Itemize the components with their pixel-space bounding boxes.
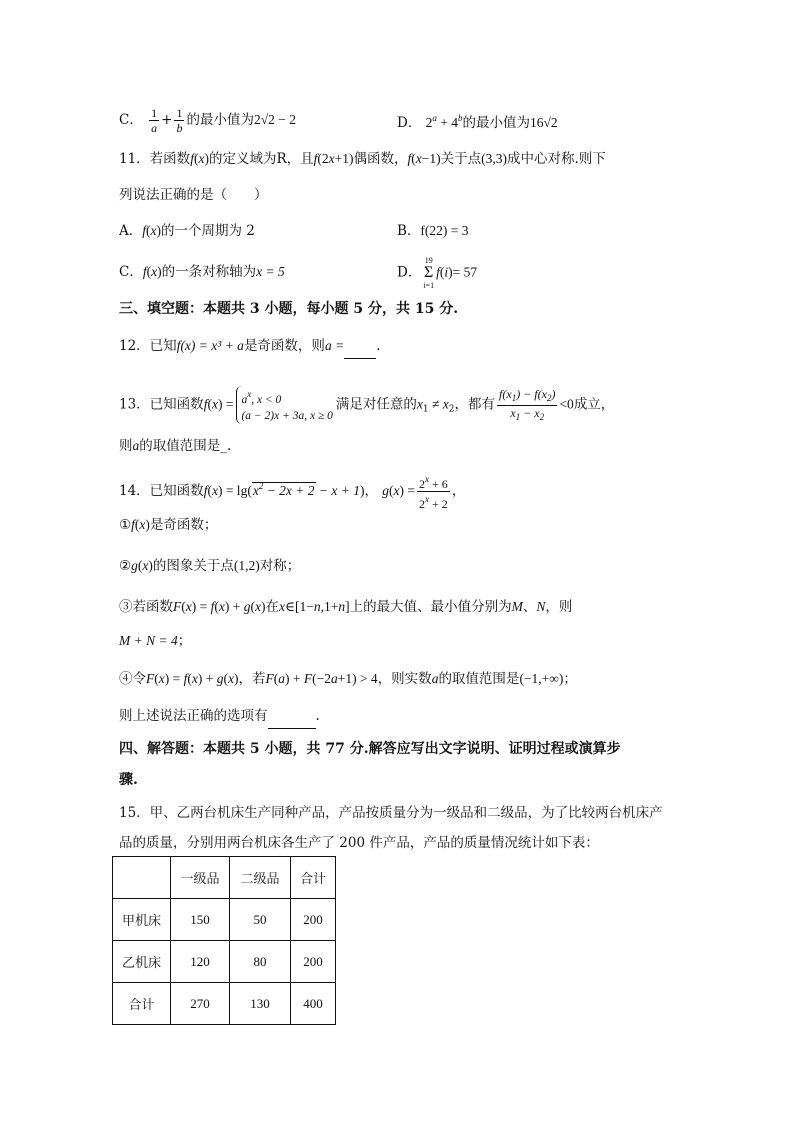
- q11-stem-line1: 11．若函数f(x)的定义域为R，且f(2x+1)偶函数，f(x−1)关于点(3,3)成中心对称.则下: [119, 151, 606, 167]
- table-cell: 200: [291, 941, 336, 983]
- table-cell: 合计: [113, 983, 171, 1025]
- table-cell: 150: [171, 899, 230, 941]
- table-cell: 270: [171, 983, 230, 1025]
- fraction-1-over-b: $\frac{1}{b}$: [176, 106, 183, 135]
- table-row: [113, 941, 336, 983]
- table-header-row: [113, 857, 336, 899]
- table-row: [113, 899, 336, 941]
- table-cell: 130: [230, 983, 291, 1025]
- q15-line1: 15．甲、乙两台机床生产同种产品，产品按质量分为一级品和二级品，为了比较两台机床产: [119, 805, 663, 821]
- table-cell: 甲机床: [113, 899, 171, 941]
- q10-d-value: 16√2: [530, 115, 558, 130]
- q14-item3-line2: M + N = 4；: [119, 633, 192, 649]
- summation-symbol: 19 Σ i=1: [423, 256, 435, 290]
- fraction-1-over-a: $\frac{1}{a}$: [151, 106, 158, 135]
- section4-heading-line2: 骤.: [119, 772, 138, 788]
- fraction-g: $\frac{2^x + 6}{2^x + 2}$: [419, 474, 448, 511]
- q15-line2: 品的质量，分别用两台机床各生产了 200 件产品，产品的质量情况统计如下表：: [119, 835, 599, 851]
- table-cell: 200: [291, 899, 336, 941]
- table-cell: 乙机床: [113, 941, 171, 983]
- q14-item2: ②g(x)的图象关于点(1,2)对称；: [119, 558, 301, 574]
- q12-answer-blank[interactable]: [344, 338, 376, 359]
- q14-answer-blank[interactable]: [268, 708, 316, 729]
- table-header-cell: [113, 857, 171, 899]
- q11-option-a: A．f(x)的一个周期为 2: [119, 223, 255, 239]
- q11-option-d: D．19 Σ i=1f(i)= 57: [397, 256, 478, 290]
- quality-table: [112, 856, 336, 1025]
- table-cell: 400: [291, 983, 336, 1025]
- q10-c-value: 2√2 − 2: [253, 112, 296, 127]
- table-row: [113, 983, 336, 1025]
- table-cell: 120: [171, 941, 230, 983]
- table-cell: 80: [230, 941, 291, 983]
- q12: 12．已知f(x) = x³ + a是奇函数，则a = .: [119, 336, 380, 359]
- q14-stem: 14．已知函数$f(x) = \lg(x^2 - 2x + 2 - x + 1)$， g(x) = $\frac{2^x + 6}{2^x + 2}$ ，: [119, 474, 466, 511]
- section4-heading-line1: 四、解答题：本题共 5 小题，共 77 分.解答应写出文字说明、证明过程或演算步: [119, 741, 621, 757]
- piecewise-brace: $a^x$, x < 0 (a − 2)x + 3a, x ≥ 0: [236, 386, 332, 424]
- q13-line1: 13．已知函数$f(x) = a^x$, x < 0 (a − 2)x + 3a, x ≥ 0满足对任意的$x_1 \ne x_2$，都有 $\frac{f(x_1) - f(x_2)}{x_1 - x_2}$ <0成立，: [119, 386, 615, 422]
- section3-heading: 三、填空题：本题共 3 小题，每小题 5 分，共 15 分.: [119, 301, 459, 317]
- q10-option-c: C． $\frac{1}{a}$ + $\frac{1}{b}$ 的最小值为2√2 − 2: [119, 106, 296, 135]
- q11-option-c: C．f(x)的一条对称轴为x = 5: [119, 264, 285, 280]
- q13-line2: 则a的取值范围是_.: [119, 438, 232, 454]
- q14-item4: ④令F(x) = f(x) + g(x)，若F(a) + F(−2a+1) > 4，则实数a的取值范围是(−1,+∞)；: [119, 671, 577, 687]
- q14-item3: ③若函数F(x) = f(x) + g(x)在x∈[1−n,1+n]上的最大值、最小值分别为M、N，则: [119, 599, 573, 615]
- q11-stem-line2: 列说法正确的是（ ）: [119, 187, 268, 203]
- table-header-cell: 一级品: [171, 857, 230, 899]
- q14-item1: ①f(x)是奇函数；: [119, 517, 218, 533]
- table-header-cell: 二级品: [230, 857, 291, 899]
- table-cell: 50: [230, 899, 291, 941]
- q11-option-b: B．f(22) = 3: [397, 223, 469, 239]
- q10-option-d: D． $2^a + 4^b$的最小值为16√2: [397, 113, 558, 131]
- table-header-cell: 合计: [291, 857, 336, 899]
- fraction-difference-quotient: $\frac{f(x_1) - f(x_2)}{x_1 - x_2}$: [499, 386, 556, 422]
- q14-closing: 则上述说法正确的选项有 .: [119, 706, 320, 729]
